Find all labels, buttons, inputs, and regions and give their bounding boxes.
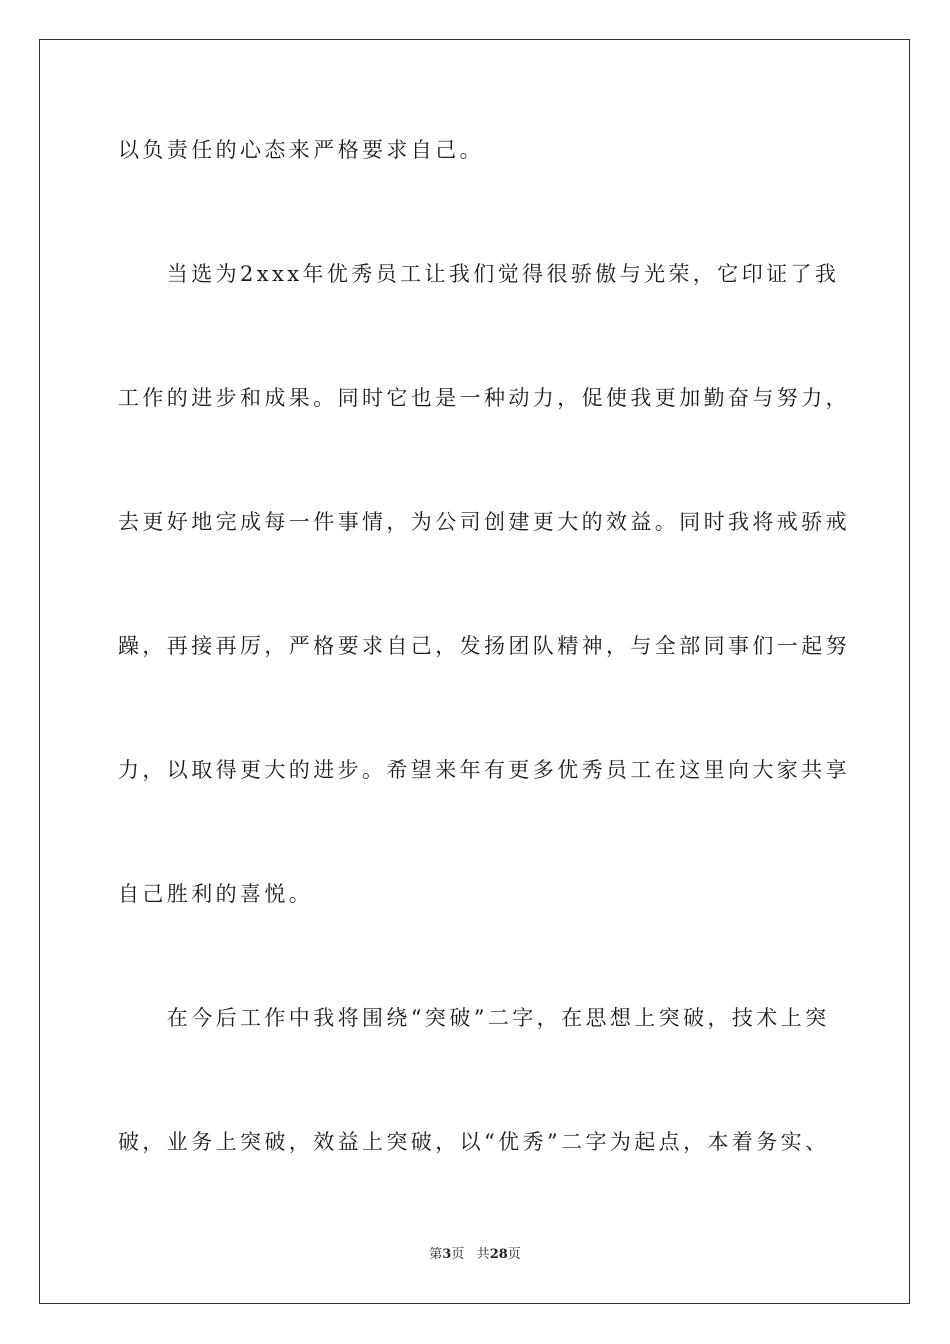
footer-total-suffix: 页 bbox=[507, 1247, 521, 1262]
text-line: 去更好地完成每一件事情，为公司创建更大的效益。同时我将戒骄戒 bbox=[118, 510, 850, 534]
text-line: 破，业务上突破，效益上突破，以“优秀”二字为起点，本着务实、 bbox=[118, 1130, 830, 1154]
footer-page-prefix: 第 bbox=[429, 1247, 443, 1262]
footer-page-suffix: 页 bbox=[451, 1247, 465, 1262]
footer-total-prefix: 共 bbox=[476, 1247, 490, 1262]
footer-page-number: 3 bbox=[442, 1247, 452, 1262]
text-line: 以负责任的心态来严格要求自己。 bbox=[118, 138, 484, 162]
text-line: 在今后工作中我将围绕“突破”二字，在思想上突破，技术上突 bbox=[118, 1006, 830, 1030]
footer-total-pages: 28 bbox=[489, 1247, 508, 1262]
page-footer bbox=[0, 1246, 950, 1264]
text-line: 当选为2xxx年优秀员工让我们觉得很骄傲与光荣，它印证了我 bbox=[118, 262, 840, 286]
text-line: 工作的进步和成果。同时它也是一种动力，促使我更加勤奋与努力， bbox=[118, 386, 850, 410]
page-frame bbox=[39, 39, 910, 1304]
text-line: 自己胜利的喜悦。 bbox=[118, 882, 314, 906]
text-line: 力，以取得更大的进步。希望来年有更多优秀员工在这里向大家共享 bbox=[118, 758, 850, 782]
text-line: 躁，再接再厉，严格要求自己，发扬团队精神，与全部同事们一起努 bbox=[118, 634, 850, 658]
